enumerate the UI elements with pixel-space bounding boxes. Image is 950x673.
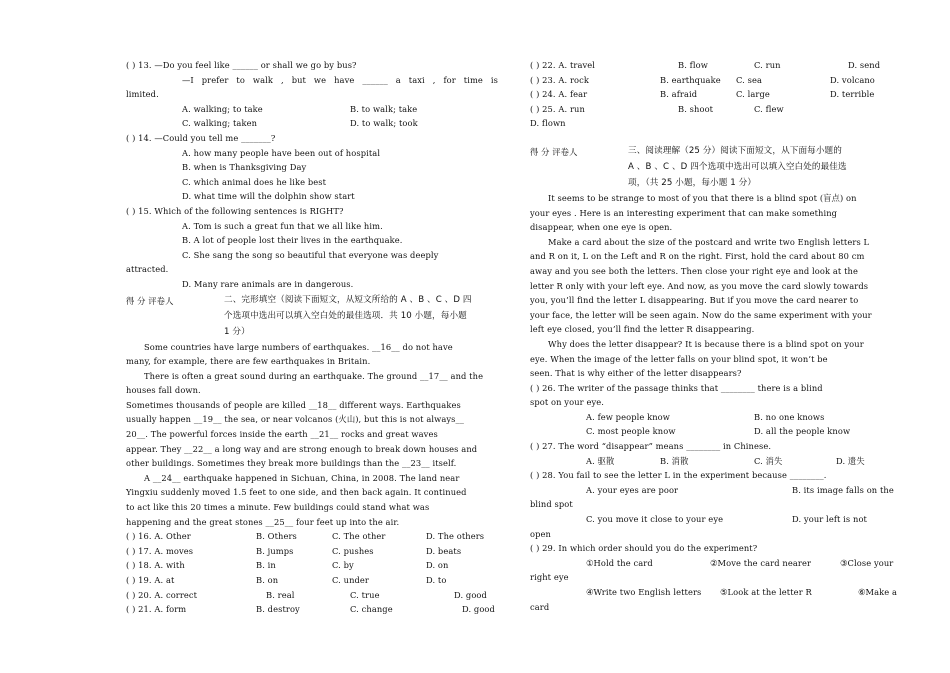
q14-option-d: D. what time will the dolphin show start [182,191,355,202]
option-c: C. change [350,604,393,615]
q13-stem3: limited. [126,89,159,100]
q15-option-c-cont: attracted. [126,264,169,275]
option-d: D. on [426,560,449,571]
section-2-title-2: 个选项中选出可以填入空白处的最佳选项．共 10 小题，每小题 [224,310,467,321]
q27-option-a: A. 驱散 [586,455,615,466]
option-b: B. jumps [256,545,294,556]
option-c: C. true [350,589,380,600]
option-d: D. volcano [830,74,875,85]
option-row [126,602,498,617]
passage-line: left eye closed, you’ll find the letter R disappearing. [530,324,755,335]
option-a: ( ) 18. A. with [126,560,185,571]
passage-line: usually happen __19__ the sea, or near volcanos (火山), but this is not always__ [126,414,465,425]
q28-option-b-cont: blind spot [530,499,573,510]
option-a: ( ) 21. A. form [126,604,187,615]
option-b: B. in [256,560,276,571]
q28-option-d: D. your left is not [792,514,867,525]
passage-line: away and you see both the letters. Then close your right eye and look at the [530,265,858,276]
q14-option-c: C. which animal does he like best [182,176,327,187]
passage-line: houses fall down. [126,385,201,396]
passage-line: appear. They __22__ a long way and are strong enough to break down houses and [126,443,478,454]
score-label: 得 分 评卷人 [530,146,578,157]
option-a: ( ) 20. A. correct [126,589,198,600]
q26-option-c: C. most people know [586,426,676,437]
q13-option-a: A. walking; to take [182,103,263,114]
passage-line: Some countries have large numbers of earthquakes. __16__ do not have [144,341,453,352]
q27-option-d: D. 遗失 [836,455,865,466]
passage-line: many, for example, there are few earthquakes in Britain. [126,356,371,367]
reading-passage [530,191,900,381]
option-row [126,588,498,603]
section-2-title-1: 二、完形填空（阅读下面短文，从短文所给的 A 、B 、C 、D 四 [224,294,472,305]
option-d-cont: D. flown [530,118,566,129]
q14-stem: ( ) 14. —Could you tell me _______? [126,132,276,143]
cloze-passage [126,340,498,530]
q26-option-d: D. all the people know [754,426,851,437]
option-a: ( ) 22. A. travel [530,60,596,70]
passage-line: Why does the letter disappear? It is because there is a blind spot on your [548,338,864,349]
q15-option-c: C. She sang the song so beautiful that everyone was deeply [182,249,439,260]
passage-line: you, you’ll find the letter L disappearing. But if you move the card nearer to [530,295,859,306]
cloze-options-cont [530,58,900,131]
option-row [126,558,498,573]
option-d: D. send [848,60,881,70]
option-c: C. The other [332,531,386,542]
q13-stem: ( ) 13. —Do you feel like ______ or shall we go by bus? [126,60,357,70]
q14-option-a: A. how many people have been out of hospital [182,147,381,158]
section-3-header [530,143,900,191]
q28-option-b: B. its image falls on the [792,484,894,495]
q29-step-4: ④Write two English letters [586,587,702,597]
passage-line: and R on it, L on the Left and R on the right. First, hold the card about 80 cm [530,251,865,262]
option-d: D. good [462,604,495,615]
option-c: C. flew [754,103,784,114]
passage-line: other buildings. Sometimes they break more buildings than the __23__ itself. [126,458,457,469]
q29-step-1: ①Hold the card [586,557,653,568]
option-a: ( ) 25. A. run [530,103,585,114]
q27-option-b: B. 消散 [660,455,689,466]
q29-step-3-cont: right eye [530,572,569,583]
q13-option-c: C. walking; taken [182,118,258,129]
option-d: D. The others [426,531,485,542]
passage-line: to act like this 20 times a minute. Few buildings could stand what was [126,502,430,513]
q26-option-a: A. few people know [586,411,670,422]
q29-step-6-cont: card [530,601,550,612]
option-c: C. large [736,89,770,100]
q29-step-2: ②Move the card nearer [710,557,812,568]
q28-option-d-cont: open [530,528,551,539]
passage-line: It seems to be strange to most of you that there is a blind spot (盲点) on [548,192,857,203]
option-row [126,529,498,544]
option-row [530,73,900,88]
option-d: D. beats [426,545,462,556]
option-a: ( ) 23. A. rock [530,74,589,85]
passage-line: letter R only with your left eye. And now, as you move the card slowly towards [530,280,869,291]
option-b: B. on [256,575,279,585]
passage-line: your eyes . Here is an interesting experiment that can make something [530,207,838,218]
option-b: B. shoot [678,103,714,114]
option-row [530,102,900,117]
option-d: D. good [454,589,487,600]
option-b: B. real [266,589,295,600]
option-c: C. by [332,560,354,571]
option-c: C. pushes [332,545,374,556]
section-2-title-3: 1 分） [224,326,250,337]
option-a: ( ) 19. A. at [126,575,175,585]
option-c: C. under [332,575,370,585]
q28-option-c: C. you move it close to your eye [586,514,724,525]
section-3-title-2: A 、B 、C 、D 四个选项中选出可以填入空白处的最佳选 [628,161,847,172]
option-c: C. run [754,60,781,70]
passage-line: seen. That is why either of the letter disappears? [530,368,742,379]
passage-line: happening and the great stones __25__ four feet up into the air. [126,516,400,527]
option-b: B. flow [678,60,708,70]
q29-step-3: ③Close your [840,557,894,568]
score-label: 得 分 评卷人 [126,295,174,306]
option-b: B. Others [256,531,297,542]
q26-option-b: B. no one knows [754,411,825,422]
section-3-title-3: 项，（共 25 小题，每小题 1 分） [628,177,757,188]
passage-line: eye. When the image of the letter falls on your blind spot, it won’t be [530,353,828,364]
q29-stem: ( ) 29. In which order should you do the experiment? [530,543,758,554]
q15-option-b: B. A lot of people lost their lives in the earthquake. [182,235,403,246]
q15-option-d: D. Many rare animals are in dangerous. [182,278,354,289]
option-c: C. sea [736,74,763,85]
q14-option-b: B. when is Thanksgiving Day [182,162,307,173]
q29-step-6: ⑥Make a [858,587,898,597]
option-d: D. terrible [830,89,875,100]
q28-stem: ( ) 28. You fail to see the letter L in the experiment because ________. [530,470,827,481]
q26-stem: ( ) 26. The writer of the passage thinks that ________ there is a blind [530,382,823,393]
option-d: D. to [426,575,447,585]
q26-stem-cont: spot on your eye. [530,397,604,408]
left-column [126,58,498,617]
passage-line: your face, the letter will be seen again. Now do the same experiment with your [530,309,872,320]
option-row [126,544,498,559]
cloze-options [126,529,498,617]
passage-line: Yingxiu suddenly moved 1.5 feet to one side, and then back again. It continued [126,487,467,498]
section-3-title-1: 三、阅读理解（25 分）阅读下面短文，从下面每小题的 [628,145,842,156]
option-a: ( ) 16. A. Other [126,531,191,542]
option-b: B. destroy [256,604,300,615]
section-2-header [126,292,498,340]
option-row [126,573,498,588]
option-b: B. earthquake [660,74,721,85]
option-a: ( ) 17. A. moves [126,545,194,556]
q15-stem: ( ) 15. Which of the following sentences is RIGHT? [126,205,344,216]
passage-line: Make a card about the size of the postcard and write two English letters L [548,236,870,247]
option-row [530,58,900,73]
passage-line: disappear, when one eye is open. [530,222,673,233]
q13-option-d: D. to walk; took [350,118,418,129]
q27-stem: ( ) 27. The word “disappear” means ________ in Chinese. [530,441,772,452]
right-column [530,58,900,614]
option-row [530,87,900,102]
passage-line: 20__. The powerful forces inside the earth __21__ rocks and great waves [126,429,438,440]
passage-line: Sometimes thousands of people are killed __18__ different ways. Earthquakes [126,399,461,410]
option-a: ( ) 24. A. fear [530,89,588,100]
q29-step-5: ⑤Look at the letter R [720,587,812,597]
q13-option-b: B. to walk; take [350,103,418,114]
q15-option-a: A. Tom is such a great fun that we all like him. [182,220,383,231]
passage-line: A __24__ earthquake happened in Sichuan, China, in 2008. The land near [144,472,460,483]
q28-option-a: A. your eyes are poor [586,484,679,495]
q13-stem2: —I prefer to walk , but we have ______ a taxi , for time is [182,74,498,85]
option-b: B. afraid [660,89,698,100]
passage-line: There is often a great sound during an earthquake. The ground __17__ and the [144,370,484,381]
q27-option-c: C. 消失 [754,455,783,466]
